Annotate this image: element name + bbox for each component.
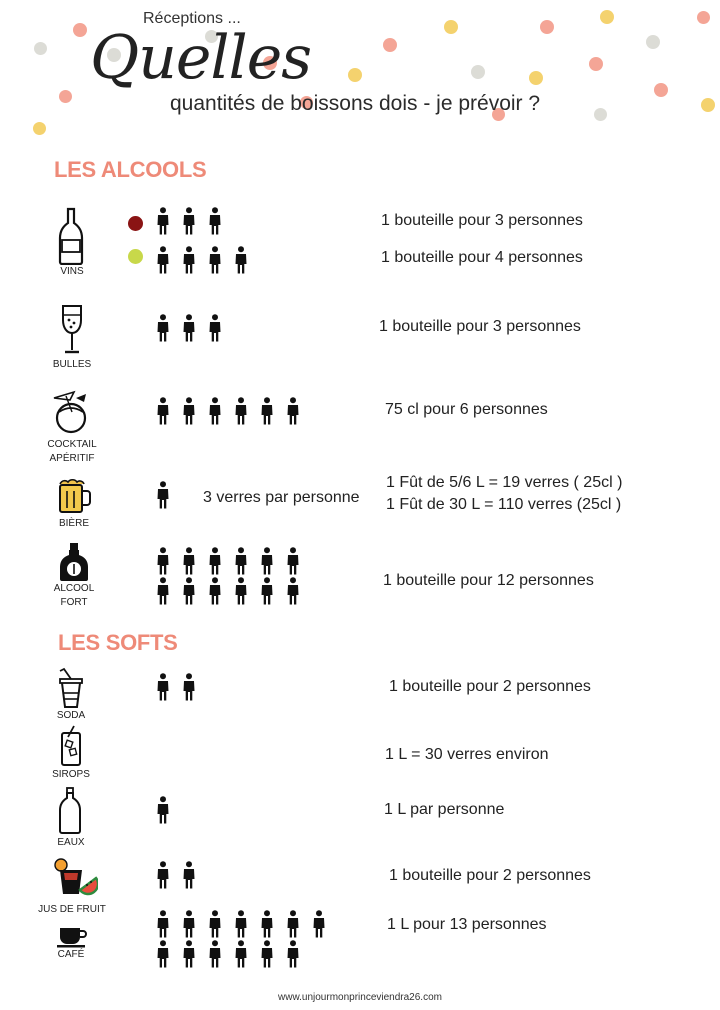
person-icon (280, 547, 306, 577)
section-title-alcools: LES ALCOOLS (54, 157, 207, 182)
person-icon (202, 207, 228, 237)
label-soda: SODA (56, 710, 86, 721)
person-icon (254, 397, 280, 427)
person-icon (202, 547, 228, 577)
person-icon (280, 397, 306, 427)
person-icon (150, 246, 176, 276)
section-title-softs: LES SOFTS (58, 630, 178, 655)
person-icon (176, 207, 202, 237)
label-eaux: EAUX (57, 837, 85, 848)
person-icon (228, 910, 254, 940)
person-icon (150, 940, 176, 970)
person-icon (150, 910, 176, 940)
person-icon (228, 577, 254, 607)
person-icon (150, 861, 176, 891)
people-biere (150, 481, 180, 511)
people-jus (150, 861, 210, 891)
water-bottle-icon (58, 787, 82, 835)
footer-url: www.unjourmonprinceviendra26.com (278, 992, 442, 1003)
people-cafe (150, 910, 340, 970)
label-bulles: BULLES (52, 359, 92, 370)
qty-soda: 1 bouteille pour 2 personnes (389, 678, 591, 695)
note-biere: 3 verres par personne (203, 489, 360, 506)
header-subtitle: quantités de boissons dois - je prévoir ? (170, 92, 541, 115)
person-icon (202, 577, 228, 607)
person-icon (176, 861, 202, 891)
label-sirops: SIROPS (52, 769, 90, 780)
label-alcool-fort-2: FORT (60, 597, 88, 608)
qty-sirops: 1 L = 30 verres environ (385, 746, 549, 763)
person-icon (150, 207, 176, 237)
label-cocktail-2: APÉRITIF (49, 453, 95, 464)
people-vins-white (150, 246, 270, 276)
person-icon (150, 577, 176, 607)
label-cafe: CAFÉ (57, 949, 85, 960)
person-icon (202, 940, 228, 970)
liquor-bottle-icon (58, 542, 90, 582)
person-icon (176, 314, 202, 344)
person-icon (176, 547, 202, 577)
people-eaux (150, 796, 180, 826)
beer-mug-icon (56, 478, 92, 514)
person-icon (150, 673, 176, 703)
person-icon (202, 246, 228, 276)
qty-biere-2: 1 Fût de 30 L = 110 verres (25cl ) (386, 496, 622, 513)
qty-bulles: 1 bouteille pour 3 personnes (379, 318, 581, 335)
person-icon (176, 397, 202, 427)
person-icon (176, 246, 202, 276)
soda-cup-icon (58, 667, 84, 709)
people-soda (150, 673, 210, 703)
red-wine-dot (128, 216, 143, 231)
juice-glass-icon (54, 858, 98, 896)
person-icon (150, 314, 176, 344)
label-biere: BIÈRE (58, 518, 89, 529)
person-icon (228, 547, 254, 577)
person-icon (228, 940, 254, 970)
person-icon (150, 796, 176, 826)
person-icon (280, 577, 306, 607)
qty-cafe: 1 L pour 13 personnes (387, 916, 547, 933)
person-icon (150, 547, 176, 577)
qty-jus: 1 bouteille pour 2 personnes (389, 867, 591, 884)
person-icon (150, 397, 176, 427)
coconut-cocktail-icon (52, 390, 92, 434)
person-icon (280, 910, 306, 940)
person-icon (202, 314, 228, 344)
label-vins: VINS (60, 266, 84, 277)
wine-bottle-icon (58, 207, 84, 265)
people-vins-red (150, 207, 270, 237)
syrup-glass-icon (60, 725, 82, 767)
person-icon (228, 397, 254, 427)
people-bulles (150, 314, 270, 344)
champagne-glass-icon (60, 304, 84, 356)
person-icon (306, 910, 332, 940)
person-icon (228, 246, 254, 276)
header-title: Quelles (90, 23, 312, 93)
person-icon (254, 940, 280, 970)
header-kicker: Réceptions ... (143, 10, 241, 27)
person-icon (176, 910, 202, 940)
qty-alcool-fort: 1 bouteille pour 12 personnes (383, 572, 594, 589)
person-icon (176, 673, 202, 703)
coffee-cup-icon (56, 926, 90, 948)
label-jus: JUS DE FRUIT (38, 904, 106, 915)
person-icon (280, 940, 306, 970)
qty-cocktail: 75 cl pour 6 personnes (385, 401, 548, 418)
label-alcool-fort-1: ALCOOL (53, 583, 95, 594)
white-wine-dot (128, 249, 143, 264)
people-alcool-fort (150, 547, 310, 607)
qty-eaux: 1 L par personne (384, 801, 505, 818)
person-icon (202, 397, 228, 427)
person-icon (202, 910, 228, 940)
person-icon (254, 577, 280, 607)
qty-vins-red: 1 bouteille pour 3 personnes (381, 212, 583, 229)
qty-vins-white: 1 bouteille pour 4 personnes (381, 249, 583, 266)
people-cocktail (150, 397, 320, 427)
person-icon (150, 481, 176, 511)
person-icon (176, 577, 202, 607)
qty-biere-1: 1 Fût de 5/6 L = 19 verres ( 25cl ) (386, 474, 623, 491)
label-cocktail-1: COCKTAIL (47, 439, 97, 450)
person-icon (254, 910, 280, 940)
person-icon (254, 547, 280, 577)
person-icon (176, 940, 202, 970)
